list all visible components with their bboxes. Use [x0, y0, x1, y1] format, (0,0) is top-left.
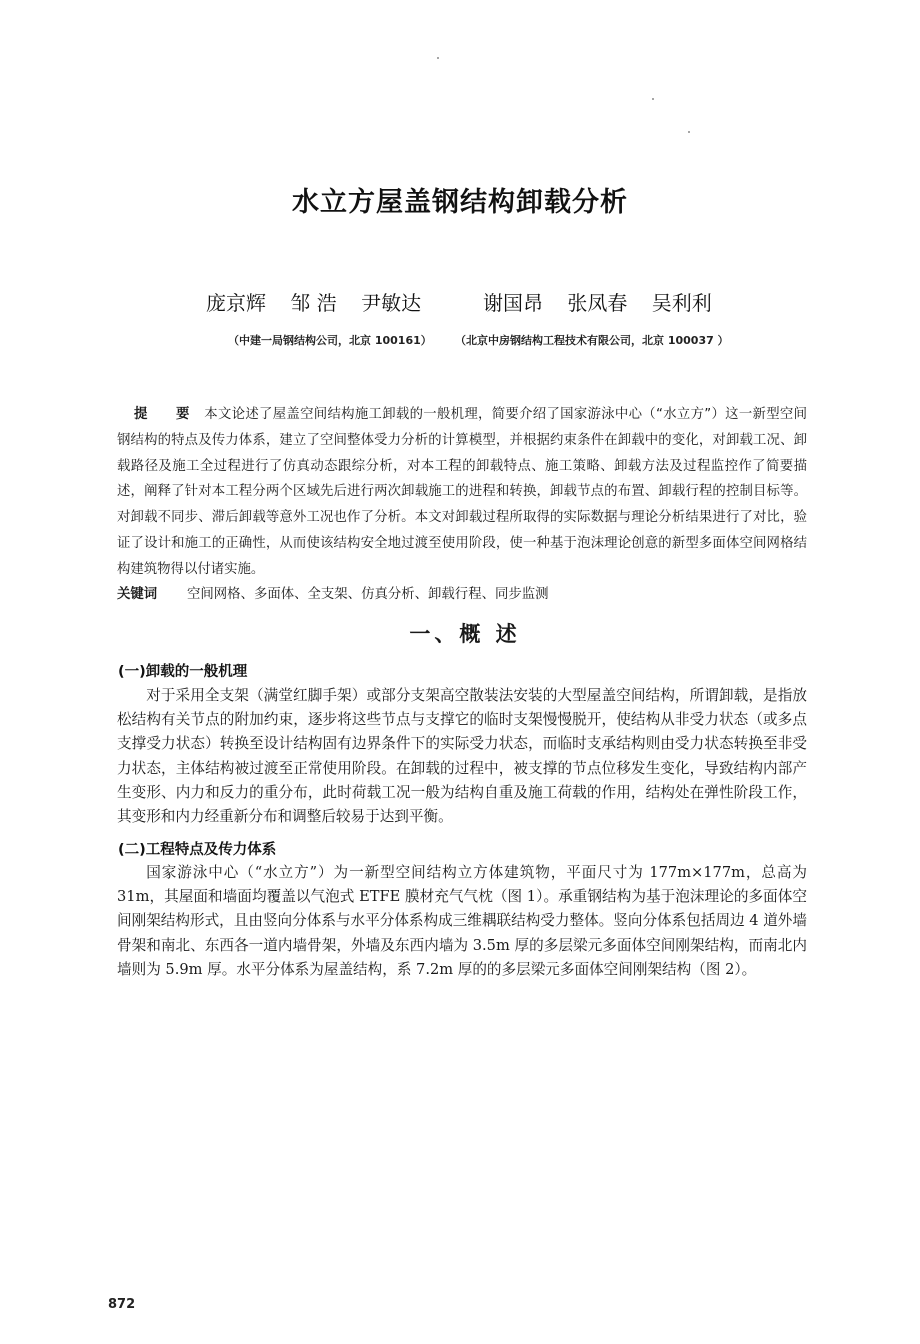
body-paragraph-1: 对于采用全支架（满堂红脚手架）或部分支架高空散装法安装的大型屋盖空间结构，所谓卸载，是指放松结构有关节点的附加约束，逐步将这些节点与支撑它的临时支架慢慢脱开，使结构从非受力状态（或多点支撑受力状态）转换至设计结构固有边界条件下的实际受力状态，而临时支承结构则由受力状态转换至非受力状态，主体结构被过渡至正常使用阶段。在卸载的过程中，被支撑的节点位移发生变化，导致结构内部产生变形、内力和反力的重分布，此时荷载工况一般为结构自重及施工荷载的作用，结构处在弹性阶段工作，其变形和内力经重新分布和调整后较易于达到平衡。	[117, 687, 807, 826]
abstract	[117, 402, 807, 583]
affiliation-1: （中建一局钢结构公司，北京 100161）	[228, 334, 432, 347]
abstract-label: 提 要	[134, 407, 202, 422]
keywords-label: 关键词	[117, 587, 158, 602]
keywords-text: 空间网格、多面体、全支架、仿真分析、卸载行程、同步监测	[187, 587, 549, 602]
scan-speck	[652, 98, 654, 100]
scan-speck	[437, 57, 439, 59]
paper-title: 水立方屋盖钢结构卸载分析	[292, 187, 628, 218]
page-number: 872	[108, 1297, 136, 1312]
scan-speck	[688, 131, 690, 133]
author-name: 庞京辉	[206, 291, 266, 315]
author-name: 尹敏达	[361, 291, 422, 315]
author-list-2	[483, 287, 730, 316]
author-name: 谢国昂	[483, 291, 543, 315]
author-name: 张凤春	[567, 291, 628, 315]
author-name: 邹 浩	[290, 291, 337, 315]
body-paragraph-2: 国家游泳中心（“水立方”）为一新型空间结构立方体建筑物，平面尺寸为 177m×177m，总高为 31m，其屋面和墙面均覆盖以气泡式 ETFE 膜材充气气枕（图 1）。承重钢结构为基于泡沫理论的多面体空间刚架结构形式，且由竖向分体系与水平分体系构成三维耦联结构受力整体。竖向分体系包括周边 4 道外墙骨架和南北、东西各一道内墙骨架，外墙及东西内墙为 3.5m 厚的多层梁元多面体空间刚架结构，而南北内墙则为 5.9m 厚。水平分体系为屋盖结构，系 7.2m 厚的的多层梁元多面体空间刚架结构（图 2）。	[117, 864, 807, 978]
abstract-text: 本文论述了屋盖空间结构施工卸载的一般机理，简要介绍了国家游泳中心（“水立方”）这一新型空间钢结构的特点及传力体系，建立了空间整体受力分析的计算模型，并根据约束条件在卸载中的变化，对卸载工况、卸载路径及施工全过程进行了仿真动态跟综分析，对本工程的卸载特点、施工策略、卸载方法及过程监控作了简要描述，阐释了针对本工程分两个区域先后进行两次卸载施工的进程和转换，卸载节点的布置、卸载行程的控制目标等。对卸载不同步、滞后卸载等意外工况也作了分析。本文对卸载过程所取得的实际数据与理论分析结果进行了对比，验证了设计和施工的正确性，从而使该结构安全地过渡至使用阶段，使一种基于泡沫理论创意的新型多面体空间网格结构建筑物得以付诸实施。	[117, 407, 807, 577]
author-list-1	[206, 287, 439, 316]
affiliation-2: （北京中房钢结构工程技术有限公司，北京 100037 ）	[455, 334, 729, 347]
keywords	[117, 583, 549, 602]
section-heading: 一、概 述	[409, 622, 521, 646]
subsection-heading-1: (一)卸载的一般机理	[118, 664, 248, 680]
subsection-heading-2: (二)工程特点及传力体系	[118, 842, 277, 858]
author-name: 吴利利	[651, 291, 712, 315]
